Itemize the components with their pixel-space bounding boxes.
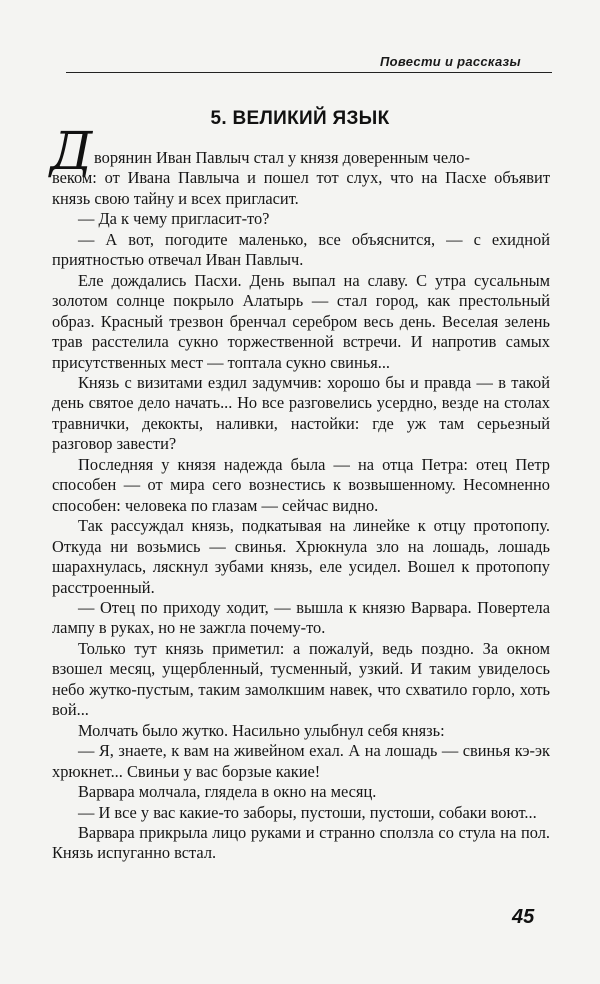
paragraph: Князь с визитами ездил задумчив: хорошо бы и правда — в такой день святое дело начать... Но все разговелись усердно, везде на столах травнички, декокты, наливки, настойки: где уж там серьезный разговор завести? xyxy=(52,372,550,454)
header-rule xyxy=(66,72,552,73)
page-number: 45 xyxy=(512,906,535,928)
drop-cap: Д xyxy=(50,122,93,182)
paragraph: — А вот, погодите маленько, все объяснится, — с ехидной приятностью отвечал Иван Павлыч. xyxy=(52,229,550,270)
paragraph-1 xyxy=(52,148,550,209)
body-text xyxy=(52,148,550,864)
paragraph: Так рассуждал князь, подкатывая на линейке к отцу протопопу. Откуда ни возьмись — свинья. Хрюкнула зло на лошадь, лошадь шарахнулась, ляскнул зубами князь, еле усидел. Вошел к протопопу расстроенный. xyxy=(52,516,550,597)
paragraph: Еле дождались Пасхи. День выпал на славу. С утра сусальным золотом солнце покрыло Алатырь — стал город, как престольный образ. Красный трезвон бренчал серебром весь день. Веселая зелень трав расстелила сукно торжественной встречи. И напротив самых присутственных мест — топтала сукно свинья... xyxy=(52,270,550,372)
paragraph: Последняя у князя надежда была — на отца Петра: отец Петр способен — от мира сего вознестись к возвышенному. Несомненно способен: человека по глазам — сейчас видно. xyxy=(52,454,550,515)
running-head: Повести и рассказы xyxy=(380,54,521,69)
paragraph-1-line-1: ворянин Иван Павлыч стал у князя доверенным чело- xyxy=(94,148,470,167)
paragraph: — Да к чему пригласит-то? xyxy=(78,209,270,229)
paragraph: Молчать было жутко. Насильно улыбнул себя князь: xyxy=(78,720,445,740)
paragraph: Варвара прикрыла лицо руками и странно сползла со стула на пол. Князь испуганно встал. xyxy=(52,822,550,863)
paragraph: — И все у вас какие-то заборы, пустоши, пустоши, собаки воют... xyxy=(78,802,537,822)
paragraph: Варвара молчала, глядела в окно на месяц. xyxy=(78,782,377,802)
paragraph-1-rest: веком: от Ивана Павлыча и пошел тот слух, что на Пасхе объявит князь свою тайну и всех пригласит. xyxy=(52,168,550,208)
paragraph: — Отец по приходу ходит, — вышла к князю Варвара. Повертела лампу в руках, но не зажгла почему-то. xyxy=(52,597,550,638)
chapter-title: 5. ВЕЛИКИЙ ЯЗЫК xyxy=(210,108,390,129)
paragraph: — Я, знаете, к вам на живейном ехал. А на лошадь — свинья кэ-эк хрюкнет... Свиньи у вас борзые какие! xyxy=(52,741,550,781)
paragraph: Только тут князь приметил: а пожалуй, ведь поздно. За окном взошел месяц, ущербленный, тусменный, узкий. И таким увиделось небо жутко-пустым, таким замолкшим навек, что схватило горло, хоть вой... xyxy=(52,638,550,720)
